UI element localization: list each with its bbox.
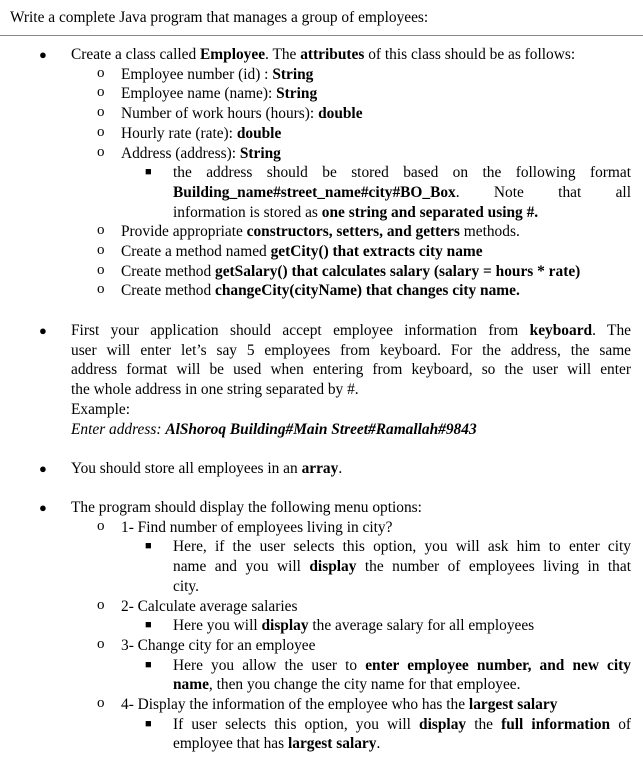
circle-bullet-icon: o xyxy=(97,104,105,121)
bullet-disc-icon: ● xyxy=(39,47,47,62)
bullet-disc-icon: ● xyxy=(39,323,47,338)
paragraph-line: address format will be used when entering from keyboard, so the user will enter xyxy=(71,361,631,379)
square-bullet-icon: ■ xyxy=(145,166,152,179)
text: Create a method named xyxy=(121,243,271,261)
attr-type: double xyxy=(318,105,363,123)
bullet-keyboard-input xyxy=(0,321,643,439)
detail-line: Here, if the user selects this option, you will ask him to enter city xyxy=(173,538,631,556)
text: , then you change the city name for that employee. xyxy=(208,676,521,694)
attr-type: double xyxy=(236,124,282,142)
attr-type: String xyxy=(272,65,314,83)
text: the number of employees living in that xyxy=(356,558,631,576)
menu-option-3 xyxy=(0,636,643,656)
attr-label: Hourly rate (rate): xyxy=(121,124,237,142)
attr-label: Number of work hours (hours): xyxy=(121,105,319,123)
option-2-detail xyxy=(0,616,643,636)
text: Create method xyxy=(121,282,216,300)
circle-bullet-icon: o xyxy=(97,64,105,81)
bold-text: display xyxy=(309,558,357,576)
bold-text: getCity() that extracts city name xyxy=(270,243,483,261)
attr-hours xyxy=(0,104,643,124)
circle-bullet-icon: o xyxy=(97,84,105,101)
bold-text: keyboard xyxy=(529,322,593,339)
bold-text: getSalary() that calculates salary (salary = hours * rate) xyxy=(215,262,581,280)
bold-text: array xyxy=(301,460,339,477)
example-prompt: Enter address: xyxy=(71,420,166,438)
text: the average salary for all employees xyxy=(308,617,535,635)
address-format-note xyxy=(0,163,643,222)
text: Here you will xyxy=(173,617,262,635)
bold-text: enter employee number, and new city xyxy=(365,656,631,674)
circle-bullet-icon: o xyxy=(97,281,105,298)
divider xyxy=(0,35,643,36)
circle-bullet-icon: o xyxy=(97,143,105,160)
address-format: Building_name#street_name#city#BO_Box xyxy=(173,183,456,201)
option-label: 2- Calculate average salaries xyxy=(121,597,298,615)
square-bullet-icon: ■ xyxy=(145,619,152,632)
attributes-word: attributes xyxy=(300,46,365,63)
bold-text: constructors, setters, and getters xyxy=(246,223,460,241)
text: First your application should accept employee information from xyxy=(71,322,530,339)
option-1-detail xyxy=(0,537,643,596)
attr-label: Employee name (name): xyxy=(121,85,277,103)
attr-type: String xyxy=(239,144,281,162)
example-line xyxy=(71,420,631,440)
option-label: 4- Display the information of the employee who has the xyxy=(121,696,469,714)
class-name: Employee xyxy=(200,46,266,63)
text: Create method xyxy=(121,262,216,280)
paragraph-line xyxy=(71,321,631,341)
detail-line xyxy=(173,656,631,676)
bold-text: full information xyxy=(501,715,611,733)
text: Here you allow the user to xyxy=(173,656,366,674)
detail-line xyxy=(173,557,631,577)
circle-bullet-icon: o xyxy=(97,261,105,278)
circle-bullet-icon: o xyxy=(97,635,105,652)
note-line xyxy=(173,183,631,203)
text: information is stored as xyxy=(173,203,322,221)
option-label: 3- Change city for an employee xyxy=(121,636,316,654)
detail-line xyxy=(173,715,631,735)
method-getsalary xyxy=(0,262,643,282)
menu-option-4 xyxy=(0,695,643,715)
circle-bullet-icon: o xyxy=(97,123,105,140)
circle-bullet-icon: o xyxy=(97,222,105,239)
section-keyboard-input xyxy=(0,321,643,439)
circle-bullet-icon: o xyxy=(97,517,105,534)
bullet-menu-heading xyxy=(0,498,643,518)
text: You should store all employees in an xyxy=(71,460,302,477)
example-value: AlShoroq Building#Main Street#Ramallah#9843 xyxy=(165,420,477,438)
square-bullet-icon: ■ xyxy=(145,540,152,553)
circle-bullet-icon: o xyxy=(97,695,105,712)
text: . Note that all xyxy=(455,183,631,201)
bullet-disc-icon: ● xyxy=(39,461,47,476)
intro-text: Write a complete Java program that manages a group of employees: xyxy=(10,9,429,26)
menu-option-2 xyxy=(0,597,643,617)
bold-text: largest salary xyxy=(287,735,377,753)
attr-rate xyxy=(0,124,643,144)
paragraph-line: the whole address in one string separated by #. xyxy=(71,381,359,399)
bold-text: name xyxy=(173,676,209,694)
text: The program should display the following menu options: xyxy=(71,499,422,516)
section-array xyxy=(0,459,643,479)
text: methods. xyxy=(459,223,520,241)
bold-text: largest salary xyxy=(468,696,558,714)
note-line: the address should be stored based on the following format xyxy=(173,164,631,182)
section-menu xyxy=(0,498,643,754)
text: of this class should be as follows: xyxy=(364,46,576,63)
option-4-detail xyxy=(0,715,643,754)
text: If user selects this option, you will xyxy=(173,715,420,733)
text: . xyxy=(338,460,343,477)
text: Create a class called xyxy=(71,46,201,63)
text: . The xyxy=(265,46,301,63)
attr-address xyxy=(0,144,643,164)
detail-line: city. xyxy=(173,577,199,595)
bullet-array xyxy=(0,459,643,479)
bold-text: display xyxy=(419,715,467,733)
method-constructors xyxy=(0,222,643,242)
method-changecity xyxy=(0,281,643,301)
text: Provide appropriate xyxy=(121,223,247,241)
bold-text: changeCity(cityName) that changes city name. xyxy=(215,282,520,300)
circle-bullet-icon: o xyxy=(97,242,105,259)
attr-label: Employee number (id) : xyxy=(121,65,273,83)
menu-option-1 xyxy=(0,518,643,538)
circle-bullet-icon: o xyxy=(97,596,105,613)
text: name and you will xyxy=(173,558,310,576)
text: . xyxy=(376,735,381,753)
square-bullet-icon: ■ xyxy=(145,717,152,730)
text: . The xyxy=(592,322,631,339)
text: employee that has xyxy=(173,735,288,753)
section-employee-class xyxy=(0,45,643,301)
square-bullet-icon: ■ xyxy=(145,658,152,671)
attr-name xyxy=(0,84,643,104)
option-label: 1- Find number of employees living in city? xyxy=(121,518,393,536)
text: the xyxy=(466,715,502,733)
bold-text: display xyxy=(261,617,309,635)
bullet-disc-icon: ● xyxy=(39,500,47,515)
attr-label: Address (address): xyxy=(121,144,240,162)
attr-id xyxy=(0,65,643,85)
attr-type: String xyxy=(276,85,318,103)
bullet-employee-class xyxy=(0,45,643,65)
bold-text: one string and separated using #. xyxy=(321,203,539,221)
option-3-detail xyxy=(0,656,643,695)
method-getcity xyxy=(0,242,643,262)
paragraph-line: user will enter let’s say 5 employees from keyboard. For the address, the same xyxy=(71,341,631,359)
example-label: Example: xyxy=(71,400,130,418)
text: of xyxy=(610,715,632,733)
